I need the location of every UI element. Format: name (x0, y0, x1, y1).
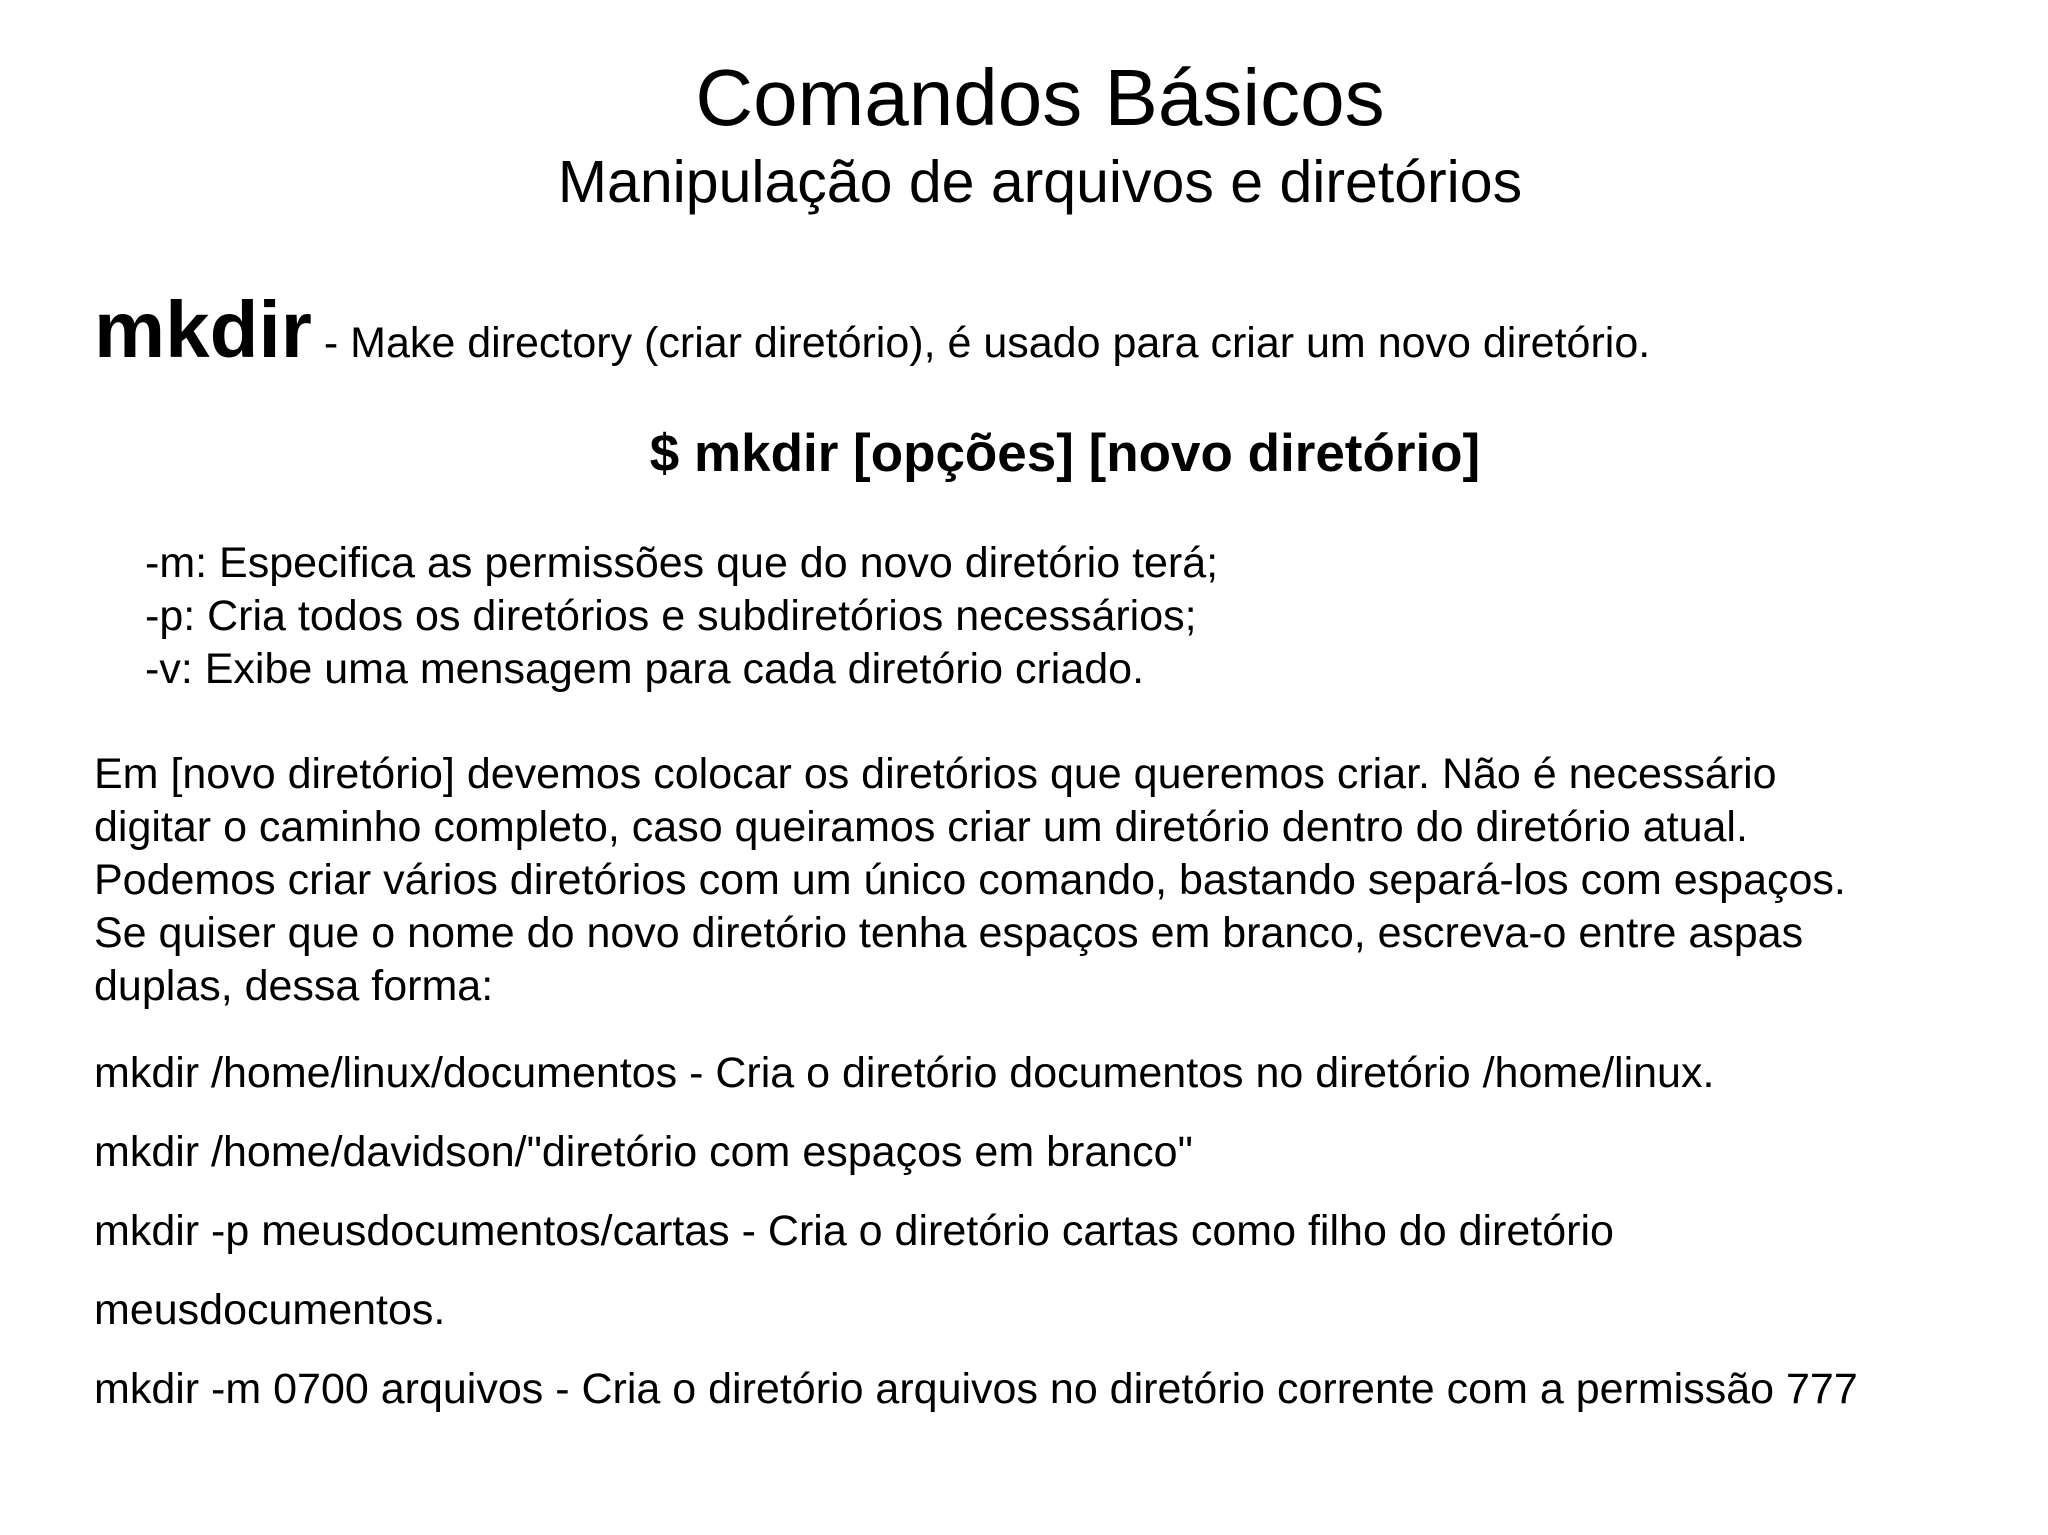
paragraph-line: Em [novo diretório] devemos colocar os diretórios que queremos criar. Não é necessário (94, 750, 1777, 798)
paragraph-line: Se quiser que o nome do novo diretório tenha espaços em branco, escreva-o entre aspas (94, 909, 1804, 957)
command-syntax: $ mkdir [opções] [novo diretório] (649, 424, 1481, 483)
option-item-m: -m: Especifica as permissões que do novo diretório terá; (145, 539, 1219, 587)
example-line: meusdocumentos. (94, 1286, 446, 1334)
option-item-v: -v: Exibe uma mensagem para cada diretório criado. (145, 645, 1145, 693)
example-line: mkdir -p meusdocumentos/cartas - Cria o diretório cartas como filho do diretório (94, 1207, 1614, 1255)
explanation-paragraph (94, 748, 1846, 1013)
command-heading (94, 282, 1650, 391)
option-item-p: -p: Cria todos os diretórios e subdiretórios necessários; (145, 592, 1197, 640)
options-list (145, 537, 1218, 696)
example-line: mkdir /home/linux/documentos - Cria o diretório documentos no diretório /home/linux. (94, 1049, 1715, 1097)
slide-subtitle: Manipulação de arquivos e diretórios (557, 149, 1523, 215)
command-description: - Make directory (criar diretório), é usado para criar um novo diretório. (323, 319, 1651, 367)
examples-list (94, 1034, 1858, 1429)
paragraph-line: digitar o caminho completo, caso queiramos criar um diretório dentro do diretório atual. (94, 803, 1748, 851)
paragraph-line: duplas, dessa forma: (94, 962, 494, 1010)
slide-title: Comandos Básicos (695, 53, 1385, 142)
paragraph-line: Podemos criar vários diretórios com um único comando, bastando separá-los com espaços. (94, 856, 1846, 904)
command-name: mkdir (94, 285, 312, 374)
example-line: mkdir -m 0700 arquivos - Cria o diretório arquivos no diretório corrente com a permissão 777 (94, 1365, 1858, 1413)
example-line: mkdir /home/davidson/"diretório com espaços em branco" (94, 1128, 1193, 1176)
